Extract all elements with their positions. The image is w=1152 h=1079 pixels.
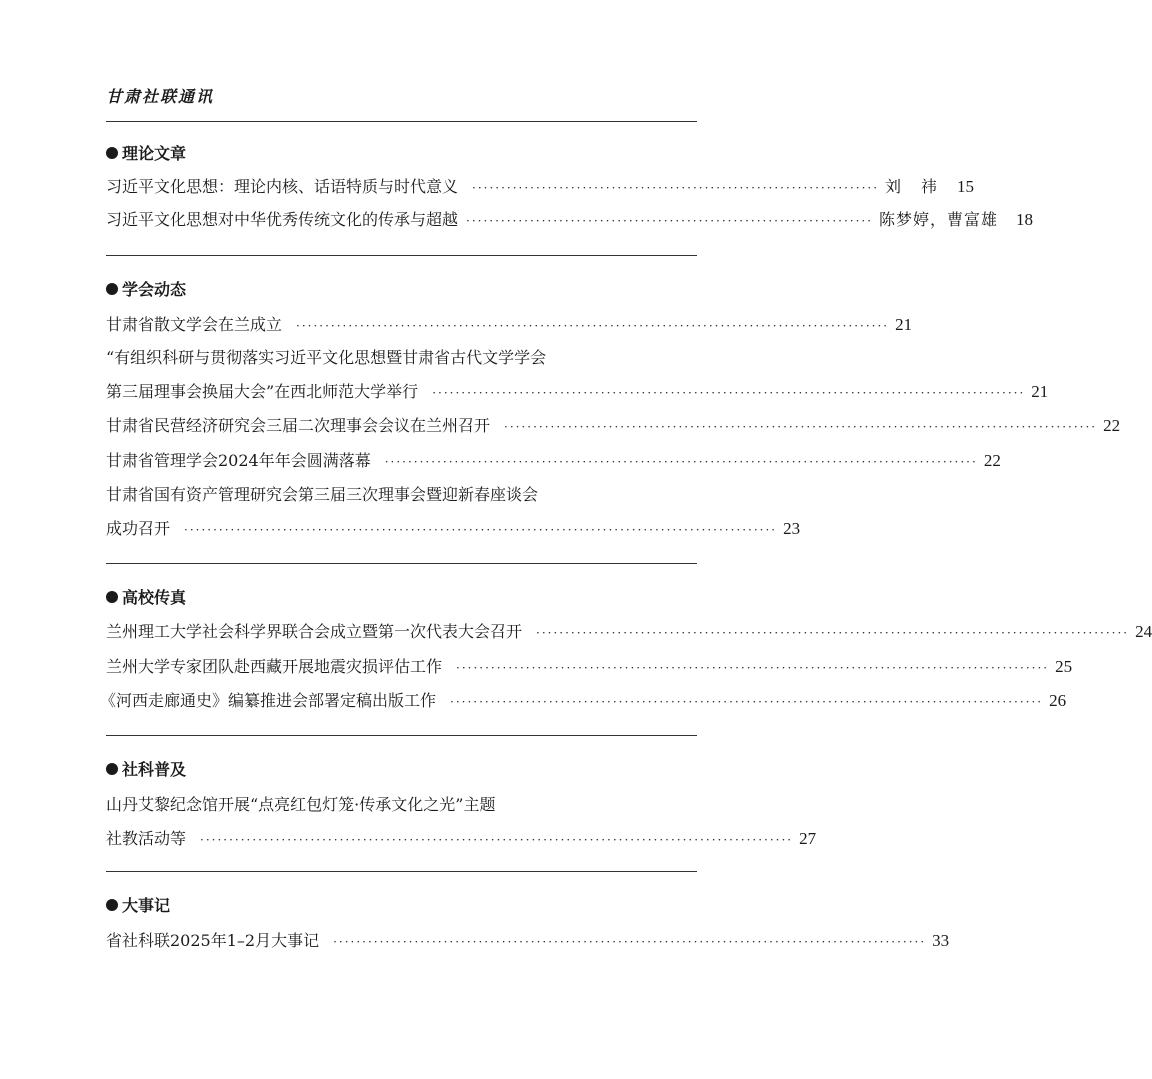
section-title-text: 社科普及 (122, 760, 187, 779)
divider (106, 871, 697, 872)
entry-page: 22 (983, 451, 1001, 470)
section-title-chronicle (106, 893, 170, 916)
running-header: 甘肃社联通讯 (106, 87, 215, 106)
leader-dots: ······································································································ (450, 695, 1044, 709)
divider (106, 121, 697, 122)
toc-entry[interactable] (106, 413, 1121, 436)
section-title-text: 理论文章 (122, 144, 187, 163)
toc-entry[interactable] (106, 826, 817, 849)
leader-dots: ······································································································ (456, 661, 1050, 675)
entry-title-line1[interactable]: 山丹艾黎纪念馆开展“点亮红包灯笼·传承文化之光”主题 (106, 795, 496, 814)
entry-page: 23 (783, 519, 801, 538)
entry-title: 省社科联2025年1–2月大事记 (106, 931, 320, 950)
leader-dots: ······································································································ (296, 319, 890, 333)
entry-title: 习近平文化思想：理论内核、话语特质与时代意义 (106, 177, 459, 196)
toc-entry[interactable] (106, 448, 1001, 471)
section-title-society (106, 277, 186, 300)
entry-title-line1[interactable]: 甘肃省国有资产管理研究会第三届三次理事会暨迎新春座谈会 (106, 485, 539, 504)
entry-title: 习近平文化思想对中华优秀传统文化的传承与超越 (106, 210, 459, 229)
entry-page: 21 (895, 315, 913, 334)
leader-dots: ······································································································ (536, 626, 1130, 640)
entry-title: 社教活动等 (106, 829, 187, 848)
entry-title: 兰州大学专家团队赴西藏开展地震灾损评估工作 (106, 657, 443, 676)
entry-page: 15 (957, 177, 975, 196)
toc-entry[interactable] (106, 654, 1073, 677)
toc-entry[interactable] (100, 688, 1067, 711)
divider (106, 563, 697, 564)
toc-entry[interactable] (106, 207, 1034, 230)
bullet-icon (106, 899, 118, 911)
entry-page: 27 (799, 829, 817, 848)
bullet-icon (106, 763, 118, 775)
entry-page: 24 (1135, 622, 1152, 641)
bullet-icon (106, 147, 118, 159)
entry-title: 甘肃省管理学会2024年年会圆满落幕 (106, 451, 371, 470)
bullet-icon (106, 283, 118, 295)
leader-dots: ······································································ (472, 181, 880, 195)
section-title-theory (106, 141, 186, 164)
section-title-popularization (106, 757, 186, 780)
divider (106, 255, 697, 256)
entry-page: 21 (1031, 382, 1049, 401)
entry-title: 《河西走廊通史》编纂推进会部署定稿出版工作 (100, 691, 437, 710)
entry-page: 33 (932, 931, 950, 950)
entry-title: 甘肃省民营经济研究会三届二次理事会会议在兰州召开 (106, 416, 491, 435)
entry-page: 25 (1055, 657, 1073, 676)
entry-title-line1[interactable]: “有组织科研与贯彻落实习近平文化思想暨甘肃省古代文学学会 (106, 348, 547, 367)
entry-author: 陈梦婷，曹富雄 (879, 210, 999, 229)
entry-page: 22 (1103, 416, 1121, 435)
entry-page: 26 (1049, 691, 1067, 710)
toc-entry[interactable] (106, 174, 975, 197)
section-title-text: 高校传真 (122, 588, 187, 607)
leader-dots: ······································································································ (384, 455, 978, 469)
leader-dots: ······································································································ (432, 386, 1026, 400)
toc-entry[interactable] (106, 928, 950, 951)
divider (106, 735, 697, 736)
leader-dots: ······································································································ (504, 420, 1098, 434)
section-title-text: 学会动态 (122, 280, 187, 299)
entry-title: 成功召开 (106, 519, 171, 538)
entry-title: 兰州理工大学社会科学界联合会成立暨第一次代表大会召开 (106, 622, 523, 641)
section-title-text: 大事记 (122, 896, 171, 915)
toc-entry[interactable] (106, 379, 1049, 402)
toc-entry[interactable] (106, 619, 1152, 642)
leader-dots: ······································································································ (200, 833, 794, 847)
section-title-university (106, 585, 186, 608)
leader-dots: ······································································ (466, 214, 874, 228)
entry-title: 甘肃省散文学会在兰成立 (106, 315, 283, 334)
entry-page: 18 (1016, 210, 1034, 229)
leader-dots: ······································································································ (333, 935, 927, 949)
entry-title: 第三届理事会换届大会”在西北师范大学举行 (106, 382, 419, 401)
bullet-icon (106, 591, 118, 603)
toc-entry[interactable] (106, 516, 801, 539)
leader-dots: ······································································································ (184, 523, 778, 537)
toc-entry[interactable] (106, 312, 913, 335)
entry-author: 刘 祎 (885, 177, 940, 196)
